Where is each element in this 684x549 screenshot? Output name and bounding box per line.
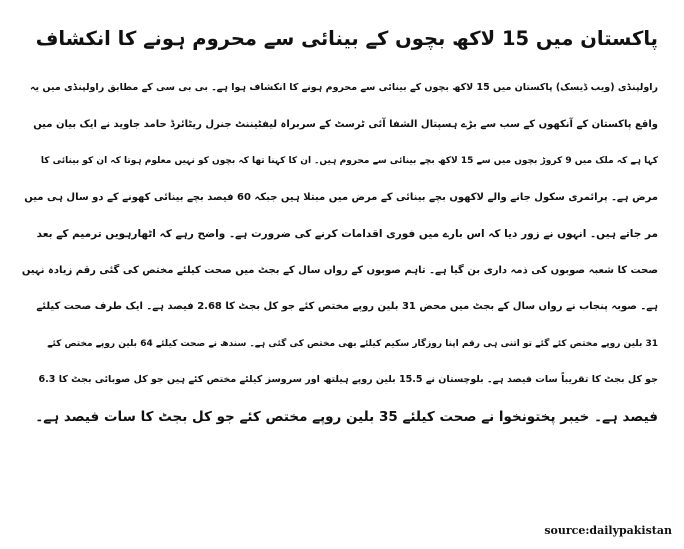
article-line-2: واقع پاکستان کے آنکھوں کے سب سے بڑے ہسپتال الشفا آئی ٹرسٹ کے سربراہ لیفٹیننٹ جنرل ریٹائرڈ حامد جاوید نے ایک بیان میں	[33, 118, 658, 130]
article-line-5: مر جاتے ہیں۔ انہوں نے زور دیا کہ اس بارے میں فوری اقدامات کرنے کی ضرورت ہے۔ واضح رہے کہ اٹھارہویں ترمیم کے بعد	[36, 228, 658, 240]
article-line-9: جو کل بجٹ کا تقریباً سات فیصد ہے۔ بلوچستان نے 15.5 بلین روپے ہیلتھ اور سروسز کیلئے مختص کئے ہیں جو کل صوبائی بجٹ کا 6.3	[38, 374, 658, 385]
article-line-3: کہا ہے کہ ملک میں 9 کروڑ بچوں میں سے 15 لاکھ بچے بینائی سے محروم ہیں۔ ان کا کہنا تھا کہ بچوں کو نہیں معلوم ہوتا کہ ان کو بینائی کا	[40, 156, 658, 166]
article-line-1: راولپنڈی (ویب ڈیسک) پاکستان میں 15 لاکھ بچوں کے بینائی سے محروم ہونے کا انکشاف ہوا ہے۔ بی بی سی کے مطابق راولپنڈی میں یہ	[29, 82, 658, 93]
article-line-8: 31 بلین روپے مختص کئے گئے تو اتنی ہی رقم اپنا روزگار سکیم کیلئے بھی مختص کی گئی ہے۔ سندھ نے صحت کیلئے 64 بلین روپے مختص کئے	[47, 338, 658, 349]
article-body	[22, 70, 658, 435]
source-credit: source:dailypakistan	[544, 524, 672, 537]
article-line-4: مرض ہے۔ پرائمری سکول جانے والے لاکھوں بچے بینائی کے مرض میں مبتلا ہیں جبکہ 60 فیصد بچے بینائی کھونے کے دو سال ہی میں	[24, 191, 658, 203]
article-line-7: ہے۔ صوبہ پنجاب نے رواں سال کے بجٹ میں محض 31 بلین روپے مختص کئے جو کل بجٹ کا 2.68 فیصد ہے۔ ایک طرف صحت کیلئے	[36, 301, 658, 312]
article-line-10: فیصد ہے۔ خیبر پختونخوا نے صحت کیلئے 35 بلین روپے مختص کئے جو کل بجٹ کا سات فیصد ہے۔	[35, 408, 658, 425]
article-headline: پاکستان میں 15 لاکھ بچوں کے بینائی سے محروم ہونے کا انکشاف	[35, 27, 658, 50]
article-line-6: صحت کا شعبہ صوبوں کی ذمہ داری بن گیا ہے۔ تاہم صوبوں کے رواں سال کے بجٹ میں صحت کیلئے مختص کی گئی رقم زیادہ نہیں	[22, 264, 658, 276]
